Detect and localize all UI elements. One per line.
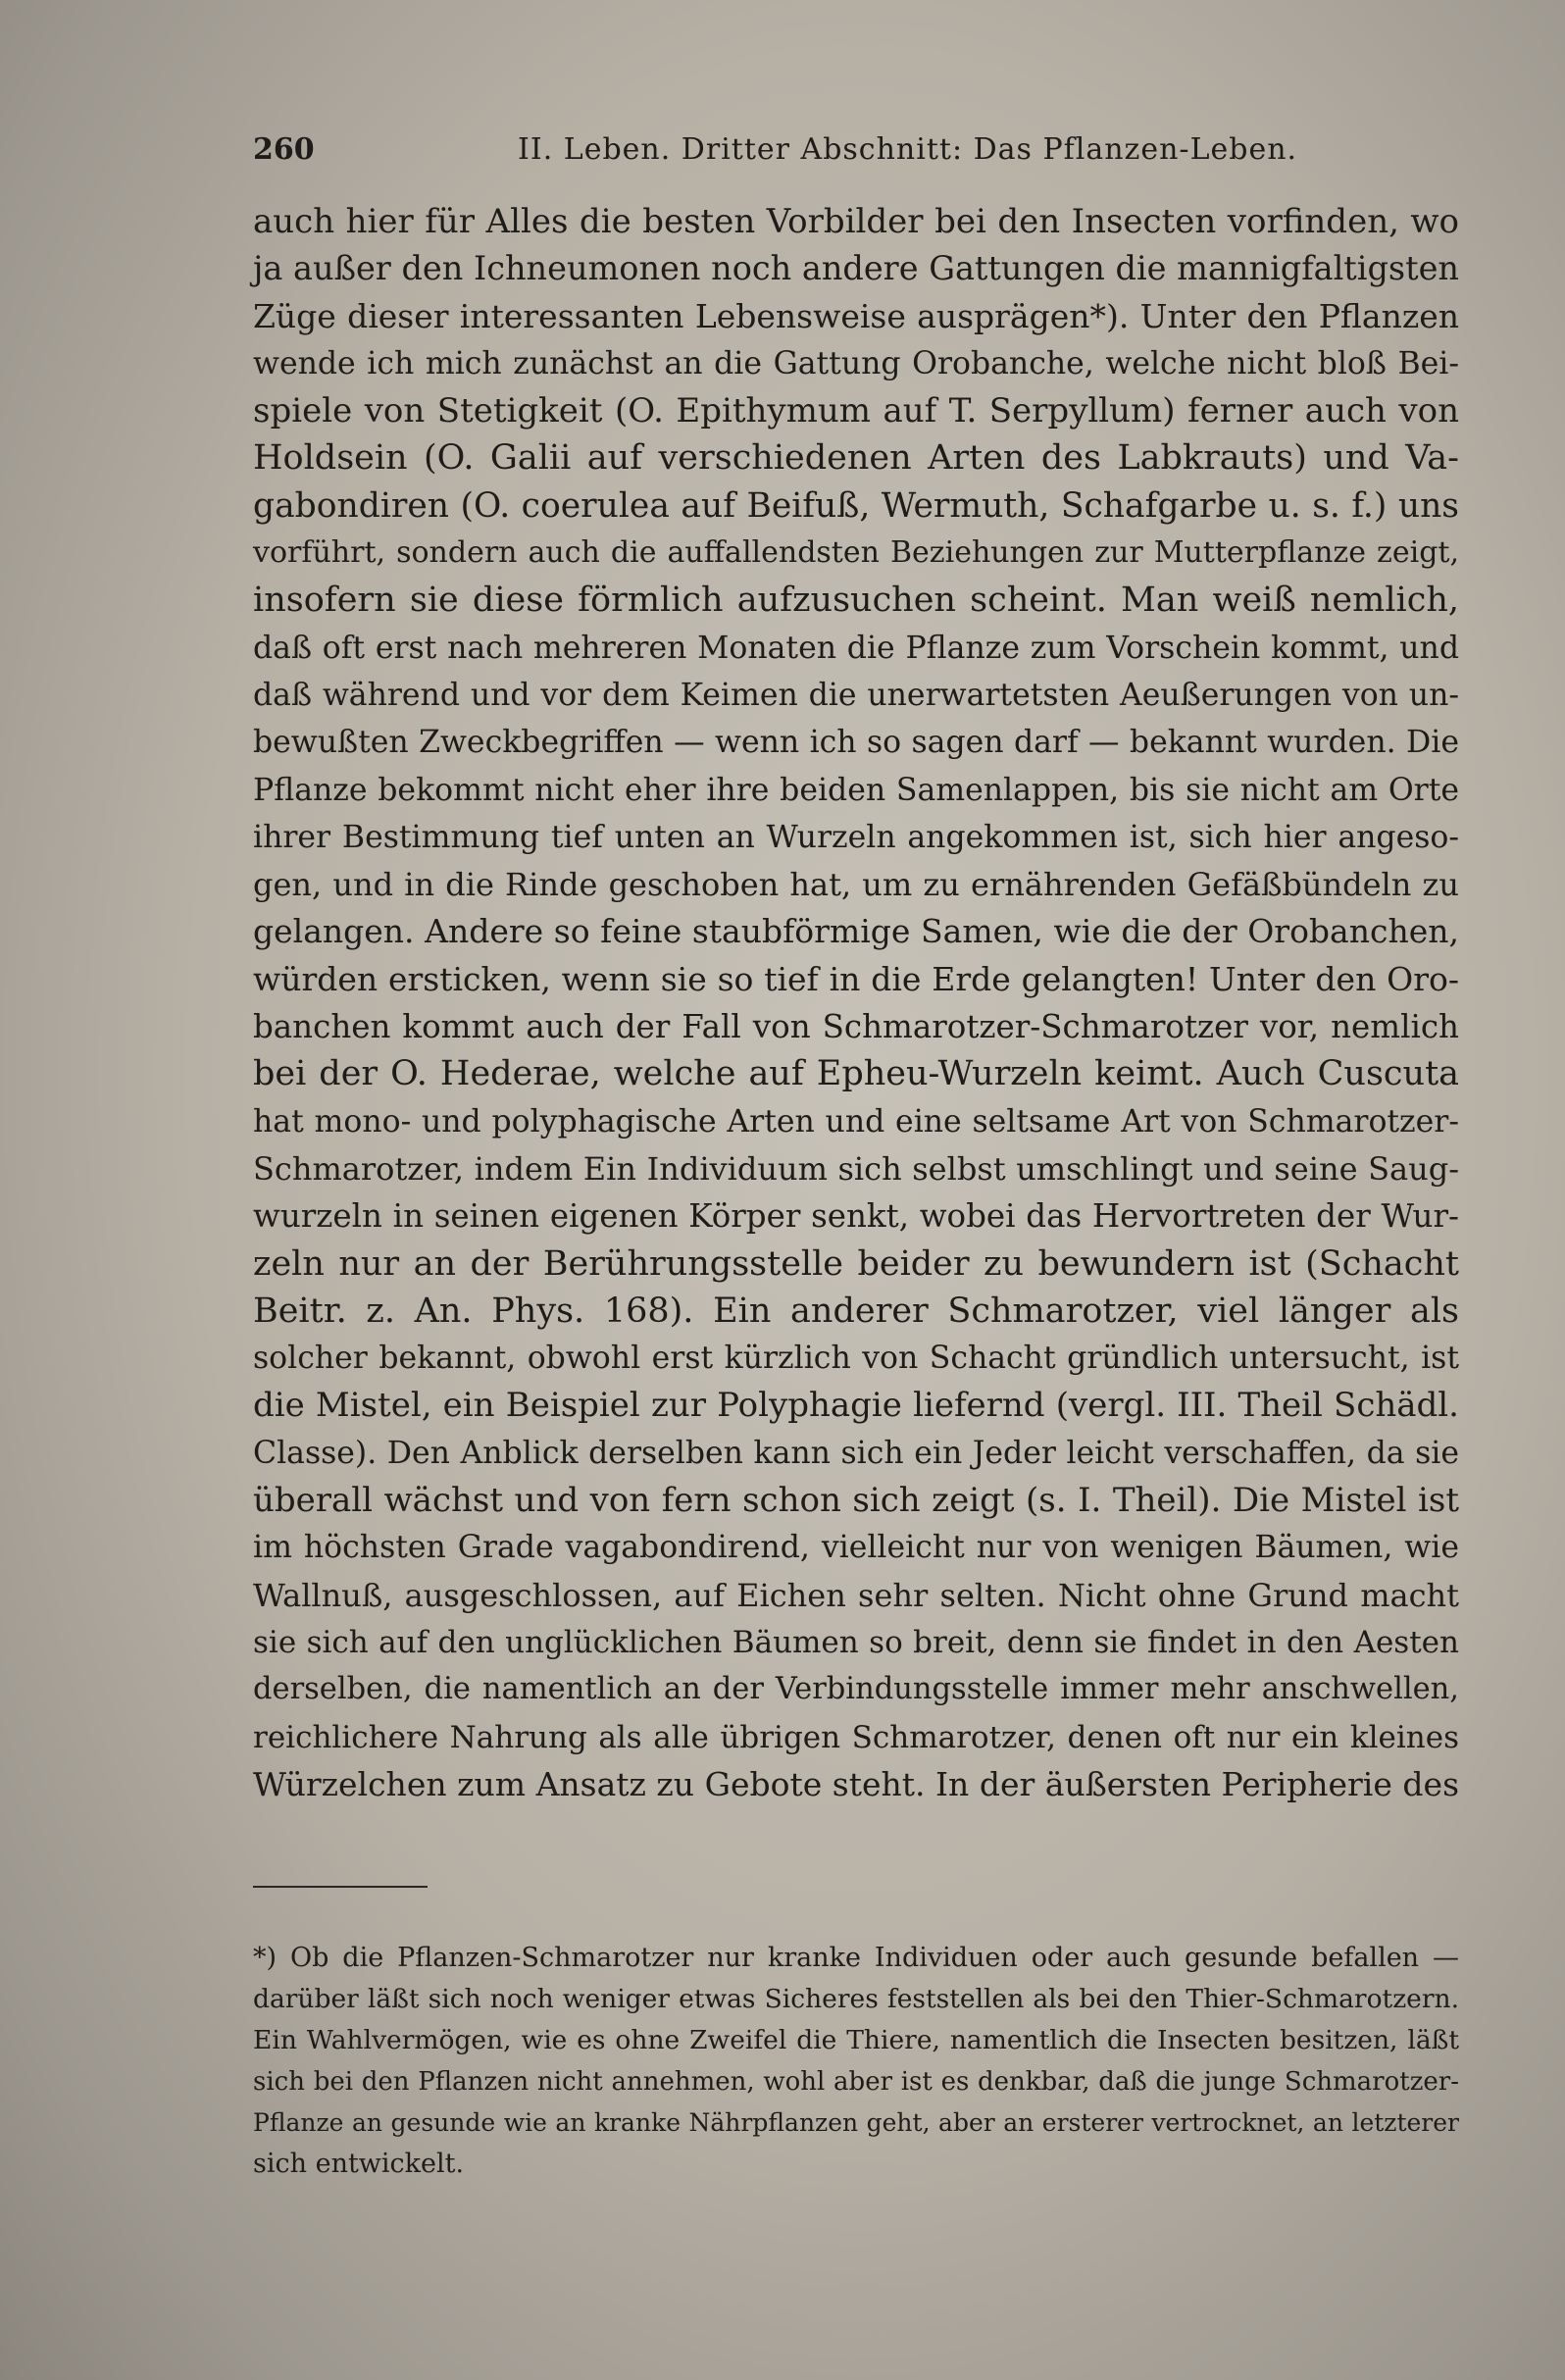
footnote-line: Ein Wahlvermögen, wie es ohne Zweifel die Thiere, namentlich die Insecten besitzen, läßt	[253, 2025, 1459, 2055]
footnote-line: *) Ob die Pflanzen-Schmarotzer nur kranke Individuen oder auch gesunde befallen —	[253, 1943, 1459, 1973]
text-line: Wallnuß, ausgeschlossen, auf Eichen sehr selten. Nicht ohne Grund macht	[253, 1576, 1459, 1614]
text-line: Beitr. z. An. Phys. 168). Ein anderer Schmarotzer, viel länger als	[253, 1291, 1459, 1331]
footnote	[253, 1938, 1459, 2185]
text-line: solcher bekannt, obwohl erst kürzlich von Schacht gründlich untersucht, ist	[253, 1341, 1459, 1377]
running-title: II. Leben. Dritter Abschnitt: Das Pflanzen-Leben.	[518, 132, 1298, 167]
body-text	[253, 198, 1459, 1808]
text-line: bei der O. Hederae, welche auf Epheu-Wurzeln keimt. Auch Cuscuta	[253, 1054, 1459, 1094]
footnote-line: sich bei den Pflanzen nicht annehmen, wohl aber ist es denkbar, daß die junge Schmarotzer-	[253, 2067, 1459, 2097]
text-line: Züge dieser interessanten Lebensweise ausprägen*). Unter den Pflanzen	[253, 296, 1459, 335]
text-line: banchen kommt auch der Fall von Schmarotzer-Schmarotzer vor, nemlich	[253, 1008, 1459, 1046]
footnote-line: sich entwickelt.	[253, 2149, 465, 2179]
text-line: wende ich mich zunächst an die Gattung Orobanche, welche nicht bloß Bei-	[253, 345, 1459, 381]
text-line: wurzeln in seinen eigenen Körper senkt, wobei das Hervortreten der Wur-	[253, 1197, 1459, 1236]
footnote-line: Pflanze an gesunde wie an kranke Nährpflanzen geht, aber an ersterer vertrocknet, an letzterer	[253, 2108, 1459, 2137]
page-number: 260	[253, 132, 315, 167]
text-line: reichlichere Nahrung als alle übrigen Schmarotzer, denen oft nur ein kleines	[253, 1719, 1459, 1755]
text-line: Holdsein (O. Galii auf verschiedenen Arten des Labkrauts) und Va-	[253, 438, 1459, 479]
text-line: die Mistel, ein Beispiel zur Polyphagie liefernd (vergl. III. Theil Schädl.	[253, 1386, 1459, 1426]
text-line: zeln nur an der Berührungsstelle beider zu bewundern ist (Schacht	[253, 1243, 1459, 1284]
text-line: bewußten Zweckbegriffen — wenn ich so sagen darf — bekannt wurden. Die	[253, 725, 1459, 761]
text-line: auch hier für Alles die besten Vorbilder bei den Insecten vorfinden, wo	[253, 202, 1459, 241]
text-line: gen, und in die Rinde geschoben hat, um zu ernährenden Gefäßbündeln zu	[253, 866, 1459, 904]
text-line: daß oft erst nach mehreren Monaten die Pflanze zum Vorschein kommt, und	[253, 630, 1459, 666]
text-line: gabondiren (O. coerulea auf Beifuß, Wermuth, Schafgarbe u. s. f.) uns	[253, 485, 1459, 526]
text-line: überall wächst und von fern schon sich zeigt (s. I. Theil). Die Mistel ist	[253, 1481, 1459, 1521]
text-line: gelangen. Andere so feine staubförmige Samen, wie die der Orobanchen,	[253, 912, 1459, 951]
text-line: insofern sie diese förmlich aufzusuchen scheint. Man weiß nemlich,	[253, 581, 1459, 621]
text-line: Würzelchen zum Ansatz zu Gebote steht. In der äußersten Peripherie des	[253, 1764, 1459, 1803]
text-line: Pflanze bekommt nicht eher ihre beiden Samenlappen, bis sie nicht am Orte	[253, 772, 1459, 808]
text-line: vorführt, sondern auch die auffallendsten Beziehungen zur Mutterpflanze zeigt,	[253, 535, 1459, 571]
text-line: hat mono- und polyphagische Arten und eine seltsame Art von Schmarotzer-	[253, 1103, 1459, 1139]
text-line: im höchsten Grade vagabondirend, vielleicht nur von wenigen Bäumen, wie	[253, 1530, 1459, 1566]
text-line: ja außer den Ichneumonen noch andere Gattungen die mannigfaltigsten	[253, 249, 1459, 288]
text-line: spiele von Stetigkeit (O. Epithymum auf T. Serpyllum) ferner auch von	[253, 391, 1459, 431]
text-line: daß während und vor dem Keimen die unerwartetsten Aeußerungen von un-	[253, 677, 1459, 713]
text-line: Classe). Den Anblick derselben kann sich ein Jeder leicht verschaffen, da sie	[253, 1435, 1459, 1471]
footnote-line: darüber läßt sich noch weniger etwas Sicheres feststellen als bei den Thier-Schmarotzern.	[253, 1984, 1459, 2014]
text-line: würden ersticken, wenn sie so tief in die Erde gelangten! Unter den Oro-	[253, 959, 1459, 998]
text-line: derselben, die namentlich an der Verbindungsstelle immer mehr anschwellen,	[253, 1672, 1459, 1707]
footnote-rule	[253, 1886, 428, 1888]
text-line: Schmarotzer, indem Ein Individuum sich selbst umschlingt und seine Saug-	[253, 1149, 1459, 1188]
text-line: ihrer Bestimmung tief unten an Wurzeln angekommen ist, sich hier angeso-	[253, 819, 1459, 855]
text-line: sie sich auf den unglücklichen Bäumen so breit, denn sie findet in den Aesten	[253, 1624, 1459, 1660]
